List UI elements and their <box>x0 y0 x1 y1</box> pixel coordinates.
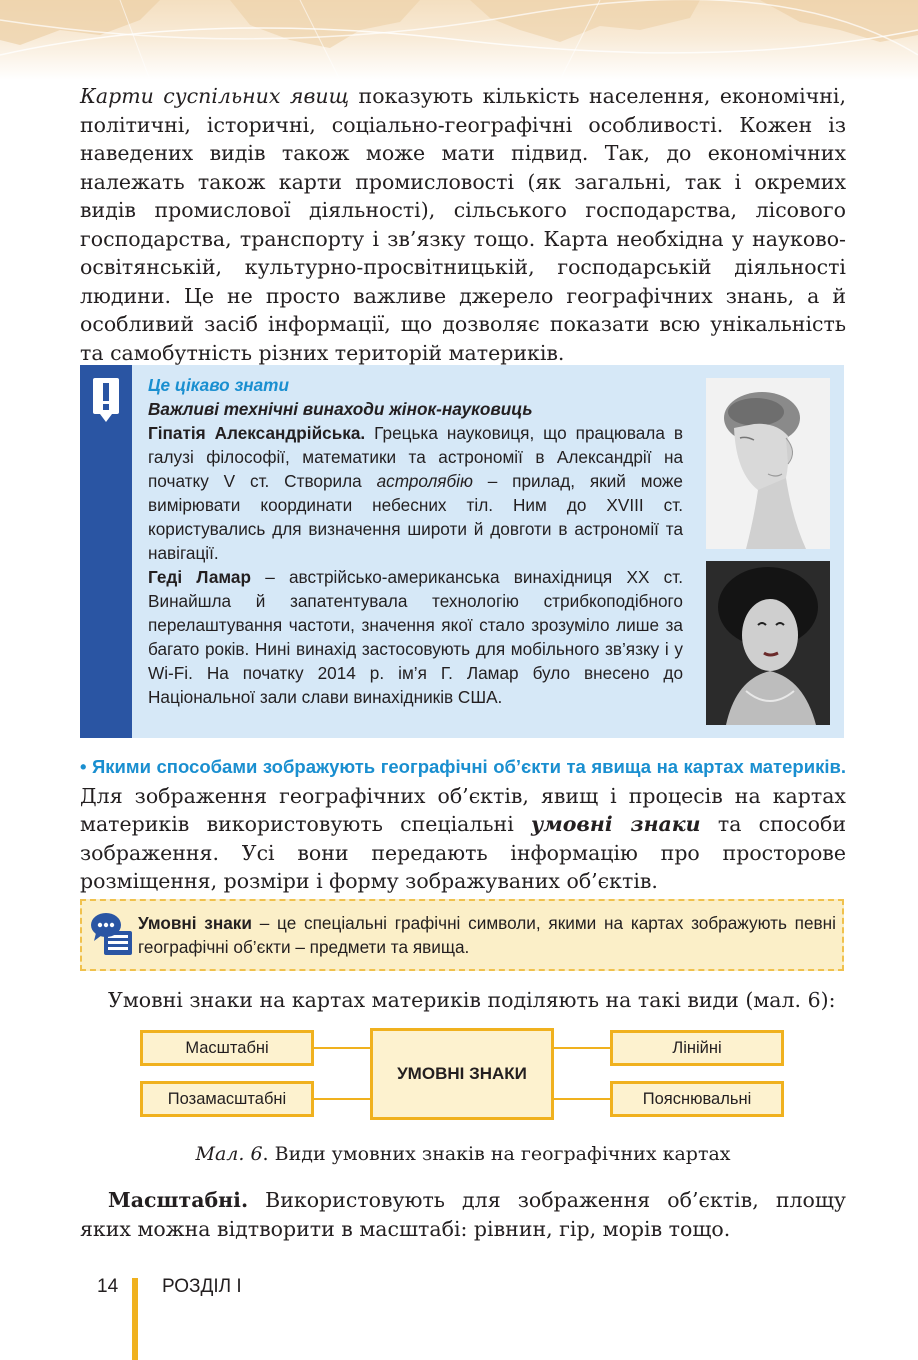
diagram-box-off-scale: Позамасштабні <box>140 1081 314 1117</box>
lamarr-paragraph <box>148 565 683 709</box>
section-label: РОЗДІЛ І <box>162 1276 242 1297</box>
paragraph-text-1: Для зображення географічних об’єктів, явищ і процесів на картах материків використовують спеціальні <box>80 783 846 836</box>
astrolabe-term: астролябію <box>376 471 473 491</box>
figure-caption <box>80 1143 846 1165</box>
hedy-lamarr-portrait-image <box>706 561 830 725</box>
infobox-side-bar <box>80 365 132 738</box>
definition-book-chat-icon <box>90 909 136 959</box>
definition-text <box>138 911 836 959</box>
symbol-types-diagram <box>0 1022 918 1126</box>
infobox-text <box>148 373 683 709</box>
figure-label: Мал. 6 <box>195 1143 263 1165</box>
paragraph-social-maps <box>80 82 846 367</box>
paragraph-symbols <box>80 752 846 896</box>
infobox-heading: Важливі технічні винаходи жінок-науковиць <box>148 399 533 419</box>
connector-right-top <box>553 1047 611 1049</box>
diagram-box-center: УМОВНІ ЗНАКИ <box>370 1028 554 1120</box>
exclamation-icon <box>92 377 120 423</box>
definition-term: Умовні знаки <box>138 913 252 933</box>
definition-body: – це спеціальні графічні символи, якими на картах зображують певні географічні об’єкти – предмети та явища. <box>138 913 836 957</box>
figure-caption-text: . Види умовних знаків на географічних картах <box>262 1143 731 1165</box>
paragraph-lead-term: Карти суспільних явищ <box>80 84 350 108</box>
hypatia-portrait-image <box>706 378 830 549</box>
hypatia-text-1: Грецька науковиця, що працювала в галузі філософії, математики та астрономії в Александрії на початку V ст. Створила <box>148 423 683 491</box>
symbols-term: умовні знаки <box>531 812 701 836</box>
hypatia-paragraph <box>148 421 683 565</box>
header-world-map-decoration <box>0 0 918 80</box>
connector-left-top <box>313 1047 371 1049</box>
scale-term: Масштабні. <box>108 1188 249 1212</box>
paragraph-scale-symbols <box>80 1186 846 1243</box>
footer-divider-bar <box>132 1278 138 1360</box>
page-number: 14 <box>97 1276 119 1297</box>
paragraph-text-2: та способи зображення. Усі вони передають інформацію про просторове розміщення, розміри і форму зображуваних об’єктів. <box>80 812 846 893</box>
connector-right-bottom <box>553 1098 611 1100</box>
hypatia-name: Гіпатія Александрійська. <box>148 423 366 443</box>
paragraph-body: показують кількість населення, економічні, політичні, історичні, соціально-географічні особливості. Кожен із наведених видів також може мати підвид. Так, до економічних належать також карти промисловості (як загальні, так і окремих видів промислової діяльності), сільського господарства, лісового господарства, транспорту і зв’язку тощо. Карта необхідна у науково-освітянській, культурно-просвітницькій, господарській діяльності людини. Це не просто важливе джерело географічних знань, а й особливий засіб інформації, що дозволяє показати всю унікальність та самобутність різних територій материків. <box>80 84 846 365</box>
world-map-graphic <box>0 0 918 80</box>
diagram-box-scale: Масштабні <box>140 1030 314 1066</box>
diagram-box-linear: Лінійні <box>610 1030 784 1066</box>
lamarr-text: – австрійсько-американська винахідниця XX ст. Винайшла й запатентувала технологію стрибкоподібного перелаштування частоти, значення якої стало зрозуміло лише за багато років. Нині винахід застосовують для мобільного зв’язку і у Wi-Fi. На початку 2014 р. ім’я Г. Ламар було внесено до Національної зали слави винахідників США. <box>148 567 683 707</box>
infobox-kicker: Це цікаво знати <box>148 375 289 395</box>
connector-left-bottom <box>313 1098 371 1100</box>
lamarr-name: Геді Ламар <box>148 567 251 587</box>
hypatia-text-2: – прилад, який може вимірювати координати небесних тіл. Ним до XVIII ст. користувались для визначення широти й довготи в астрономії та навігації. <box>148 471 683 563</box>
scale-text: Використовують для зображення об’єктів, площу яких можна відтворити в масштабі: рівнин, гір, морів тощо. <box>80 1188 846 1241</box>
interesting-facts-box <box>80 365 844 738</box>
paragraph-symbol-types-intro: Умовні знаки на картах материків поділяють на такі види (мал. 6): <box>108 988 836 1012</box>
diagram-box-explanatory: Пояснювальні <box>610 1081 784 1117</box>
definition-box <box>80 899 844 971</box>
section-question: • Якими способами зображують географічні об’єкти та явища на картах материків. <box>80 756 846 777</box>
